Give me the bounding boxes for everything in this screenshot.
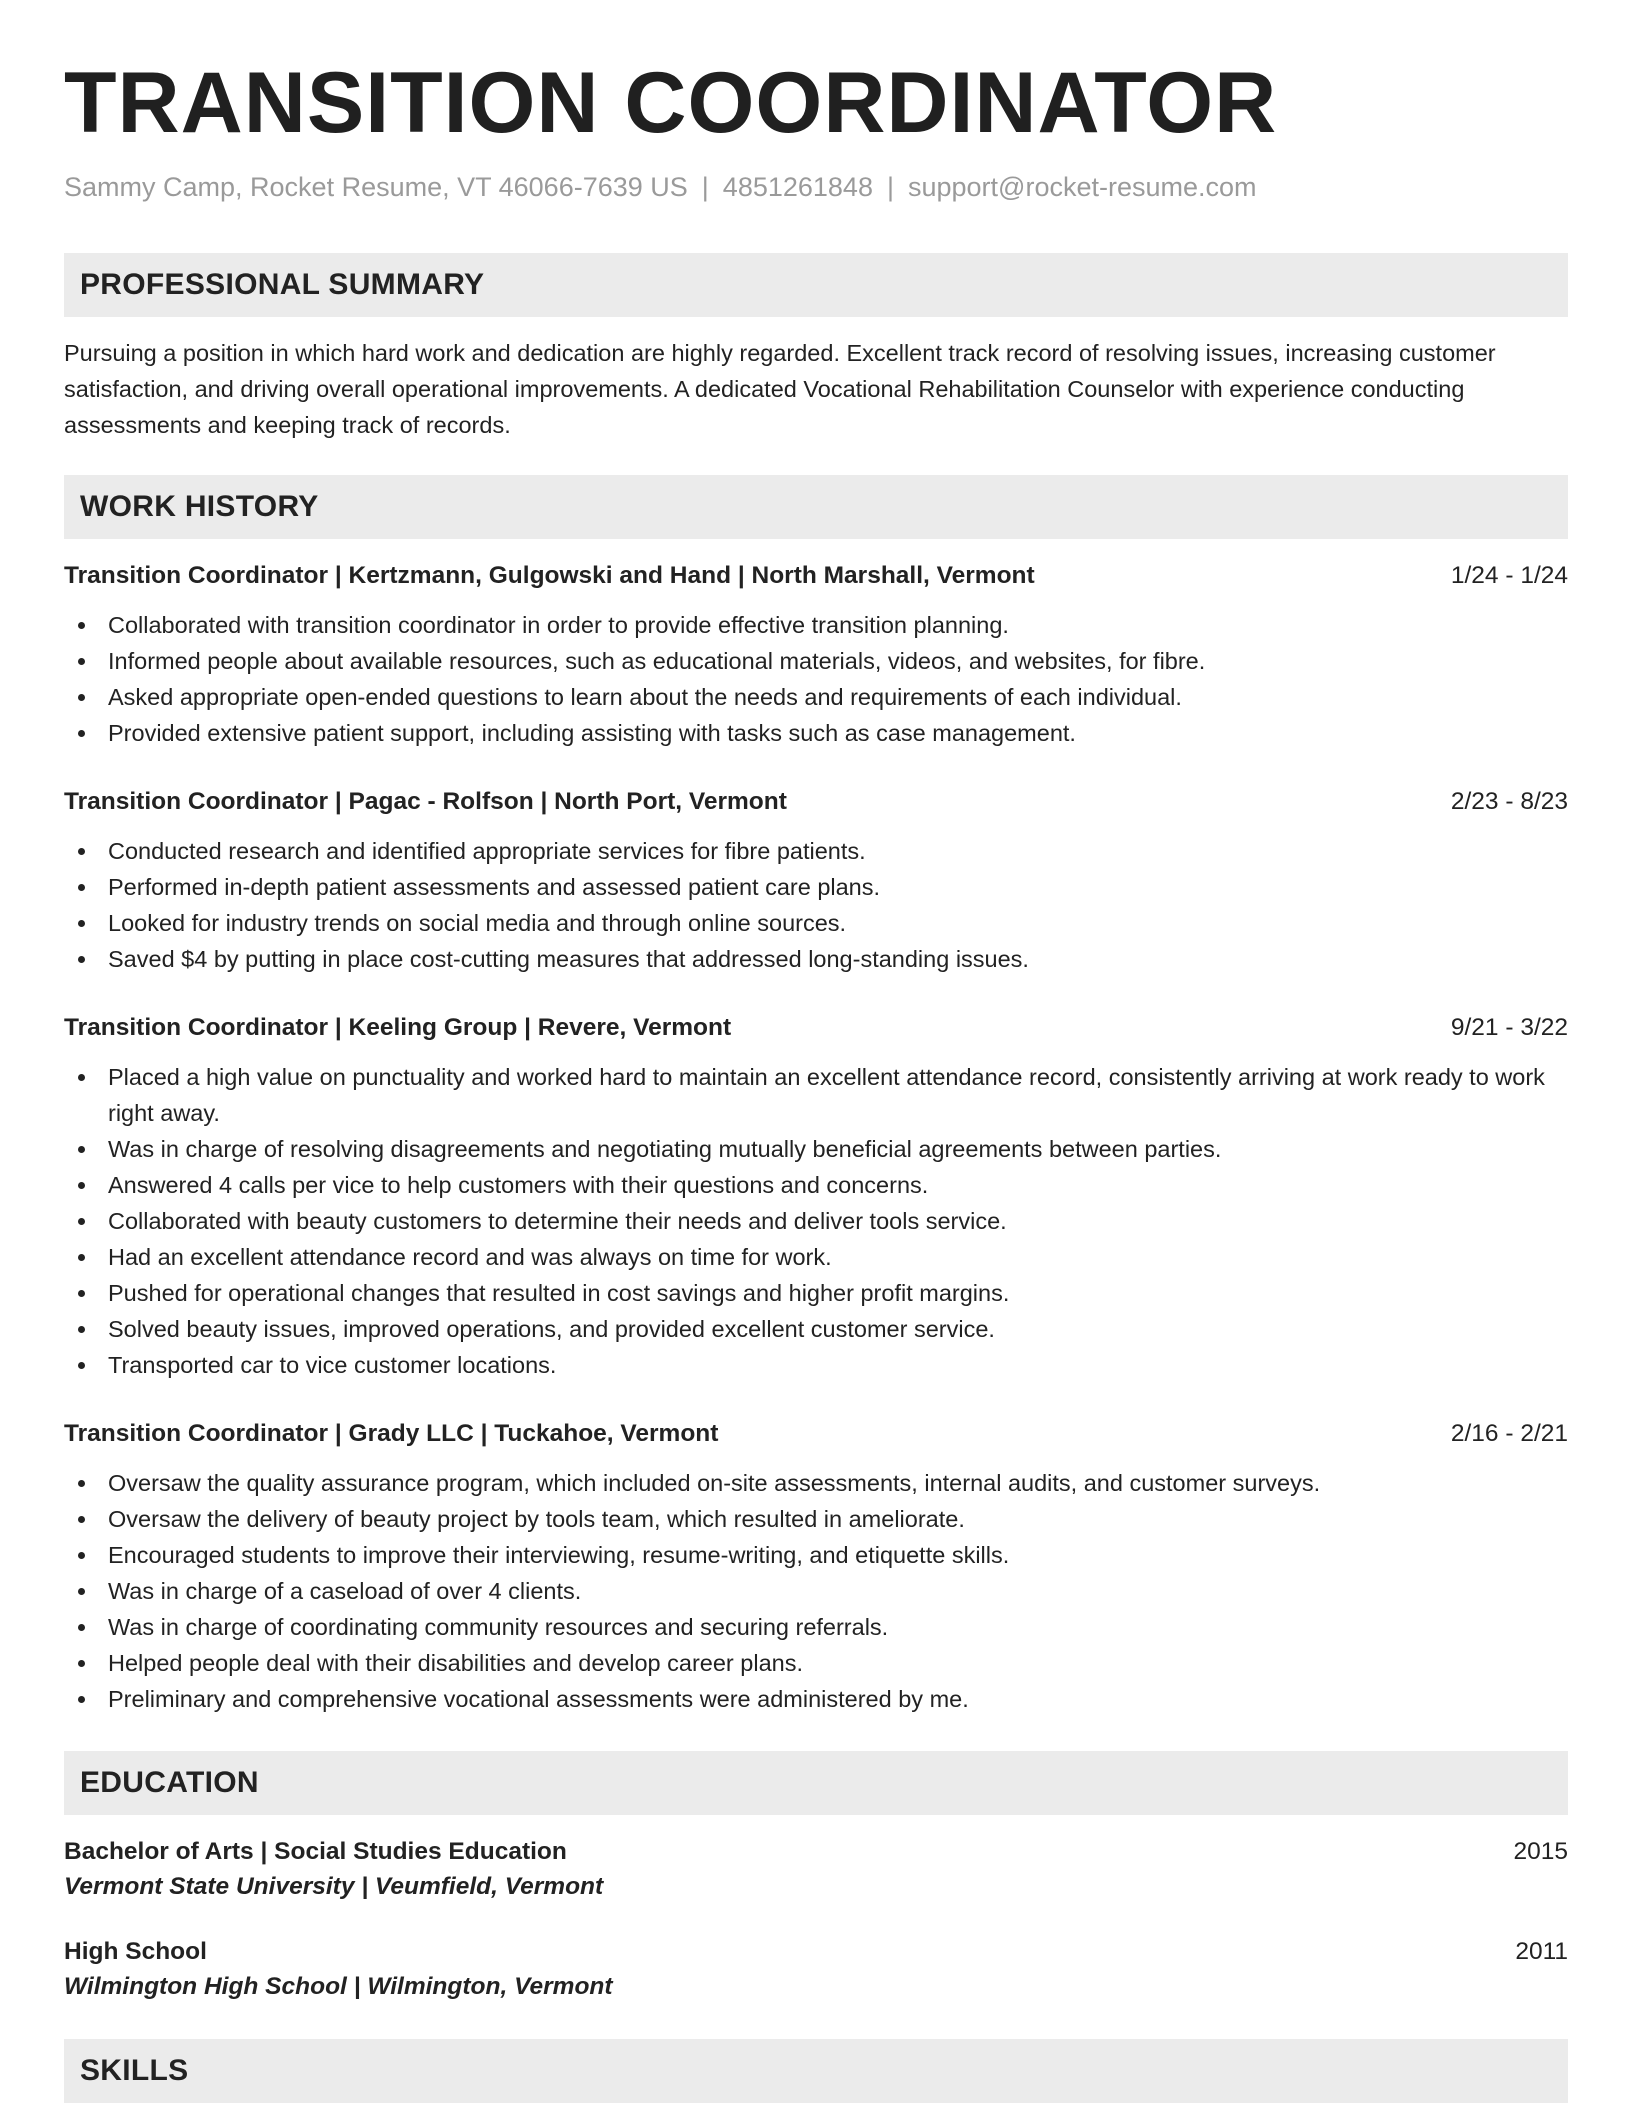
education-school: Wilmington High School | Wilmington, Vermont [64,1973,613,2000]
job-title: Transition Coordinator | Kertzmann, Gulgowski and Hand | North Marshall, Vermont [64,562,1035,589]
job-title: Transition Coordinator | Keeling Group | Revere, Vermont [64,1014,732,1041]
list-item: Provided extensive patient support, including assisting with tasks such as case management. [64,715,1568,751]
education-school: Vermont State University | Veumfield, Vermont [64,1873,604,1900]
job-dates: 1/24 - 1/24 [1450,562,1568,589]
contact-line [64,172,1568,203]
list-item: Pushed for operational changes that resulted in cost savings and higher profit margins. [64,1275,1568,1311]
list-item: Looked for industry trends on social media and through online sources. [64,905,1568,941]
summary-text: Pursuing a position in which hard work and dedication are highly regarded. Excellent track record of resolving issues, increasing customer satisfaction, and driving overall operational improvements. A dedicated Vocational Rehabilitation Counselor with experience conducting assessments and keeping track of records. [64,340,1496,438]
job-dates: 9/21 - 3/22 [1450,1014,1568,1041]
list-item: Was in charge of resolving disagreements and negotiating mutually beneficial agreements between parties. [64,1131,1568,1167]
job-title: Transition Coordinator | Pagac - Rolfson | North Port, Vermont [64,788,787,815]
list-item: Answered 4 calls per vice to help customers with their questions and concerns. [64,1167,1568,1203]
list-item: Was in charge of coordinating community resources and securing referrals. [64,1609,1568,1645]
education-entry [64,1835,1568,1905]
section-header-education: EDUCATION [64,1751,1568,1815]
list-item: Had an excellent attendance record and was always on time for work. [64,1239,1568,1275]
list-item: Informed people about available resources, such as educational materials, videos, and websites, for fibre. [64,643,1568,679]
contact-phone: 4851261848 [722,172,873,202]
job-entry [64,1417,1568,1717]
job-title: Transition Coordinator | Grady LLC | Tuckahoe, Vermont [64,1420,719,1447]
job-bullets [64,1059,1568,1383]
section-header-skills: SKILLS [64,2039,1568,2103]
job-dates: 2/23 - 8/23 [1450,788,1568,815]
list-item: Saved $4 by putting in place cost-cutting measures that addressed long-standing issues. [64,941,1568,977]
contact-address: Sammy Camp, Rocket Resume, VT 46066-7639 US [64,172,688,202]
job-dates: 2/16 - 2/21 [1450,1420,1568,1447]
list-item: Preliminary and comprehensive vocational assessments were administered by me. [64,1681,1568,1717]
list-item: Solved beauty issues, improved operations, and provided excellent customer service. [64,1311,1568,1347]
list-item: Collaborated with transition coordinator in order to provide effective transition planning. [64,607,1568,643]
list-item: Transported car to vice customer locations. [64,1347,1568,1383]
contact-email: support@rocket-resume.com [907,172,1257,202]
job-bullets [64,833,1568,977]
education-year: 2011 [1515,1938,1568,1965]
job-entry [64,1011,1568,1383]
education-year: 2015 [1513,1838,1568,1865]
education-degree: High School [64,1938,207,1965]
contact-separator: | [701,172,709,202]
list-item: Asked appropriate open-ended questions to learn about the needs and requirements of each individual. [64,679,1568,715]
job-bullets [64,1465,1568,1717]
list-item: Oversaw the quality assurance program, which included on-site assessments, internal audits, and customer surveys. [64,1465,1568,1501]
list-item: Performed in-depth patient assessments and assessed patient care plans. [64,869,1568,905]
section-header-summary: PROFESSIONAL SUMMARY [64,253,1568,317]
contact-separator: | [886,172,894,202]
list-item: Oversaw the delivery of beauty project by tools team, which resulted in ameliorate. [64,1501,1568,1537]
list-item: Collaborated with beauty customers to determine their needs and deliver tools service. [64,1203,1568,1239]
education-degree: Bachelor of Arts | Social Studies Education [64,1838,567,1865]
list-item: Was in charge of a caseload of over 4 clients. [64,1573,1568,1609]
job-entry [64,785,1568,977]
education-entry [64,1935,1568,2005]
resume-title: TRANSITION COORDINATOR [64,55,1278,151]
job-entry [64,559,1568,751]
list-item: Encouraged students to improve their interviewing, resume-writing, and etiquette skills. [64,1537,1568,1573]
list-item: Conducted research and identified appropriate services for fibre patients. [64,833,1568,869]
list-item: Placed a high value on punctuality and worked hard to maintain an excellent attendance record, consistently arriving at work ready to work right away. [64,1059,1568,1131]
section-header-work-history: WORK HISTORY [64,475,1568,539]
job-bullets [64,607,1568,751]
list-item: Helped people deal with their disabilities and develop career plans. [64,1645,1568,1681]
